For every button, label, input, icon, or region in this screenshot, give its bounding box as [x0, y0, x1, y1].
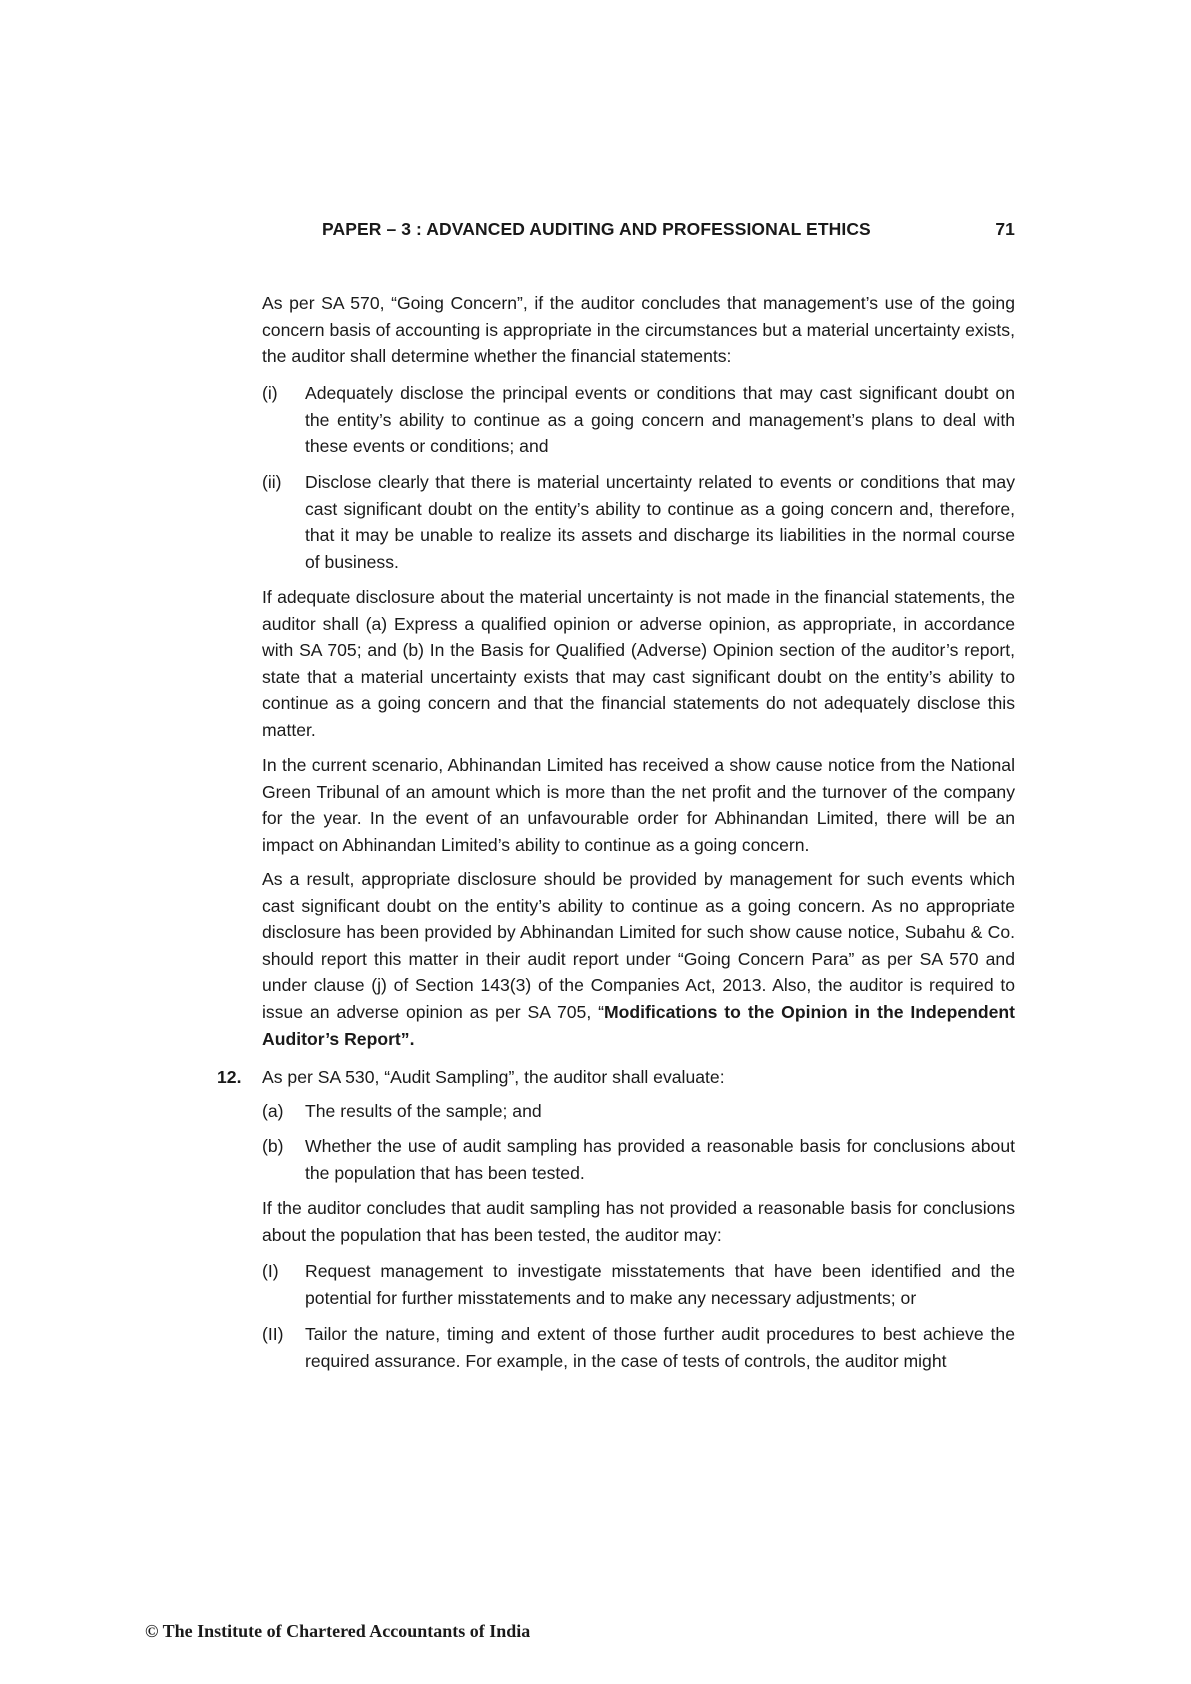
list-label: (a) — [262, 1101, 284, 1121]
conclusion-text: As a result, appropriate disclosure should be provided by management for such events which cast significant doubt on the entity’s ability to continue as a going concern. As no appropriate disclosure has been provided by Abhinandan Limited for such show cause notice, Subahu & Co. should report this matter in their audit report under “Going Concern Para” as per SA 570 and under clause (j) of Section 143(3) of the Companies Act, 2013. Also, the auditor is required to issue an adverse opinion as per SA 705, “ — [262, 869, 1015, 1022]
list-label: (ii) — [262, 472, 282, 492]
list-item — [262, 380, 1015, 460]
list-text: Tailor the nature, timing and extent of those further audit procedures to best achieve the required assurance. For example, in the case of tests of controls, the auditor might — [305, 1324, 1015, 1371]
list-label: (i) — [262, 383, 278, 403]
list-text: The results of the sample; and — [305, 1101, 542, 1121]
copyright-footer: © The Institute of Chartered Accountants of India — [145, 1621, 531, 1641]
list-item — [262, 1098, 1015, 1125]
sampling-paragraph: If the auditor concludes that audit sampling has not provided a reasonable basis for conclusions about the population that has been tested, the auditor may: — [262, 1198, 1015, 1245]
list-item — [262, 1258, 1015, 1311]
question-lead: As per SA 530, “Audit Sampling”, the auditor shall evaluate: — [262, 1067, 725, 1087]
paragraph-disclosure: If adequate disclosure about the material uncertainty is not made in the financial statements, the auditor shall (a) Express a qualified opinion or adverse opinion, as appropriate, in accordance with SA 705; and (b) In the Basis for Qualified (Adverse) Opinion section of the auditor’s report, state that a material uncertainty exists that may cast significant doubt on the entity’s ability to continue as a going concern and that the financial statements do not adequately disclose this matter. — [262, 587, 1015, 740]
paragraph-conclusion — [262, 866, 1015, 1052]
list-text: Adequately disclose the principal events or conditions that may cast significant doubt on the entity’s ability to continue as a going concern and management’s plans to deal with these events or conditions; and — [305, 383, 1015, 457]
conclusion-bold-text: Modifications to the Opinion in the Independent Auditor’s Report”. — [262, 1001, 1015, 1049]
page-number: 71 — [995, 219, 1015, 239]
list-item — [262, 469, 1015, 575]
list-item — [262, 1133, 1015, 1186]
paper-title: PAPER – 3 : ADVANCED AUDITING AND PROFESSIONAL ETHICS — [322, 219, 871, 239]
list-label: (I) — [262, 1261, 279, 1281]
list-text: Request management to investigate misstatements that have been identified and the potential for further misstatements and to make any necessary adjustments; or — [305, 1261, 1015, 1308]
intro-paragraph: As per SA 570, “Going Concern”, if the auditor concludes that management’s use of the going concern basis of accounting is appropriate in the circumstances but a material uncertainty exists, the auditor shall determine whether the financial statements: — [262, 293, 1015, 367]
list-text: Whether the use of audit sampling has provided a reasonable basis for conclusions about the population that has been tested. — [305, 1136, 1015, 1183]
paragraph-scenario: In the current scenario, Abhinandan Limited has received a show cause notice from the National Green Tribunal of an amount which is more than the net profit and the turnover of the company for the year. In the event of an unfavourable order for Abhinandan Limited, there will be an impact on Abhinandan Limited’s ability to continue as a going concern. — [262, 755, 1015, 855]
question-number: 12. — [217, 1067, 242, 1087]
list-text: Disclose clearly that there is material uncertainty related to events or conditions that may cast significant doubt on the entity’s ability to continue as a going concern and, therefore, that it may be unable to realize its assets and discharge its liabilities in the normal course of business. — [305, 472, 1015, 572]
list-item — [262, 1321, 1015, 1374]
list-label: (II) — [262, 1324, 284, 1344]
list-label: (b) — [262, 1136, 284, 1156]
running-header — [322, 219, 1015, 243]
